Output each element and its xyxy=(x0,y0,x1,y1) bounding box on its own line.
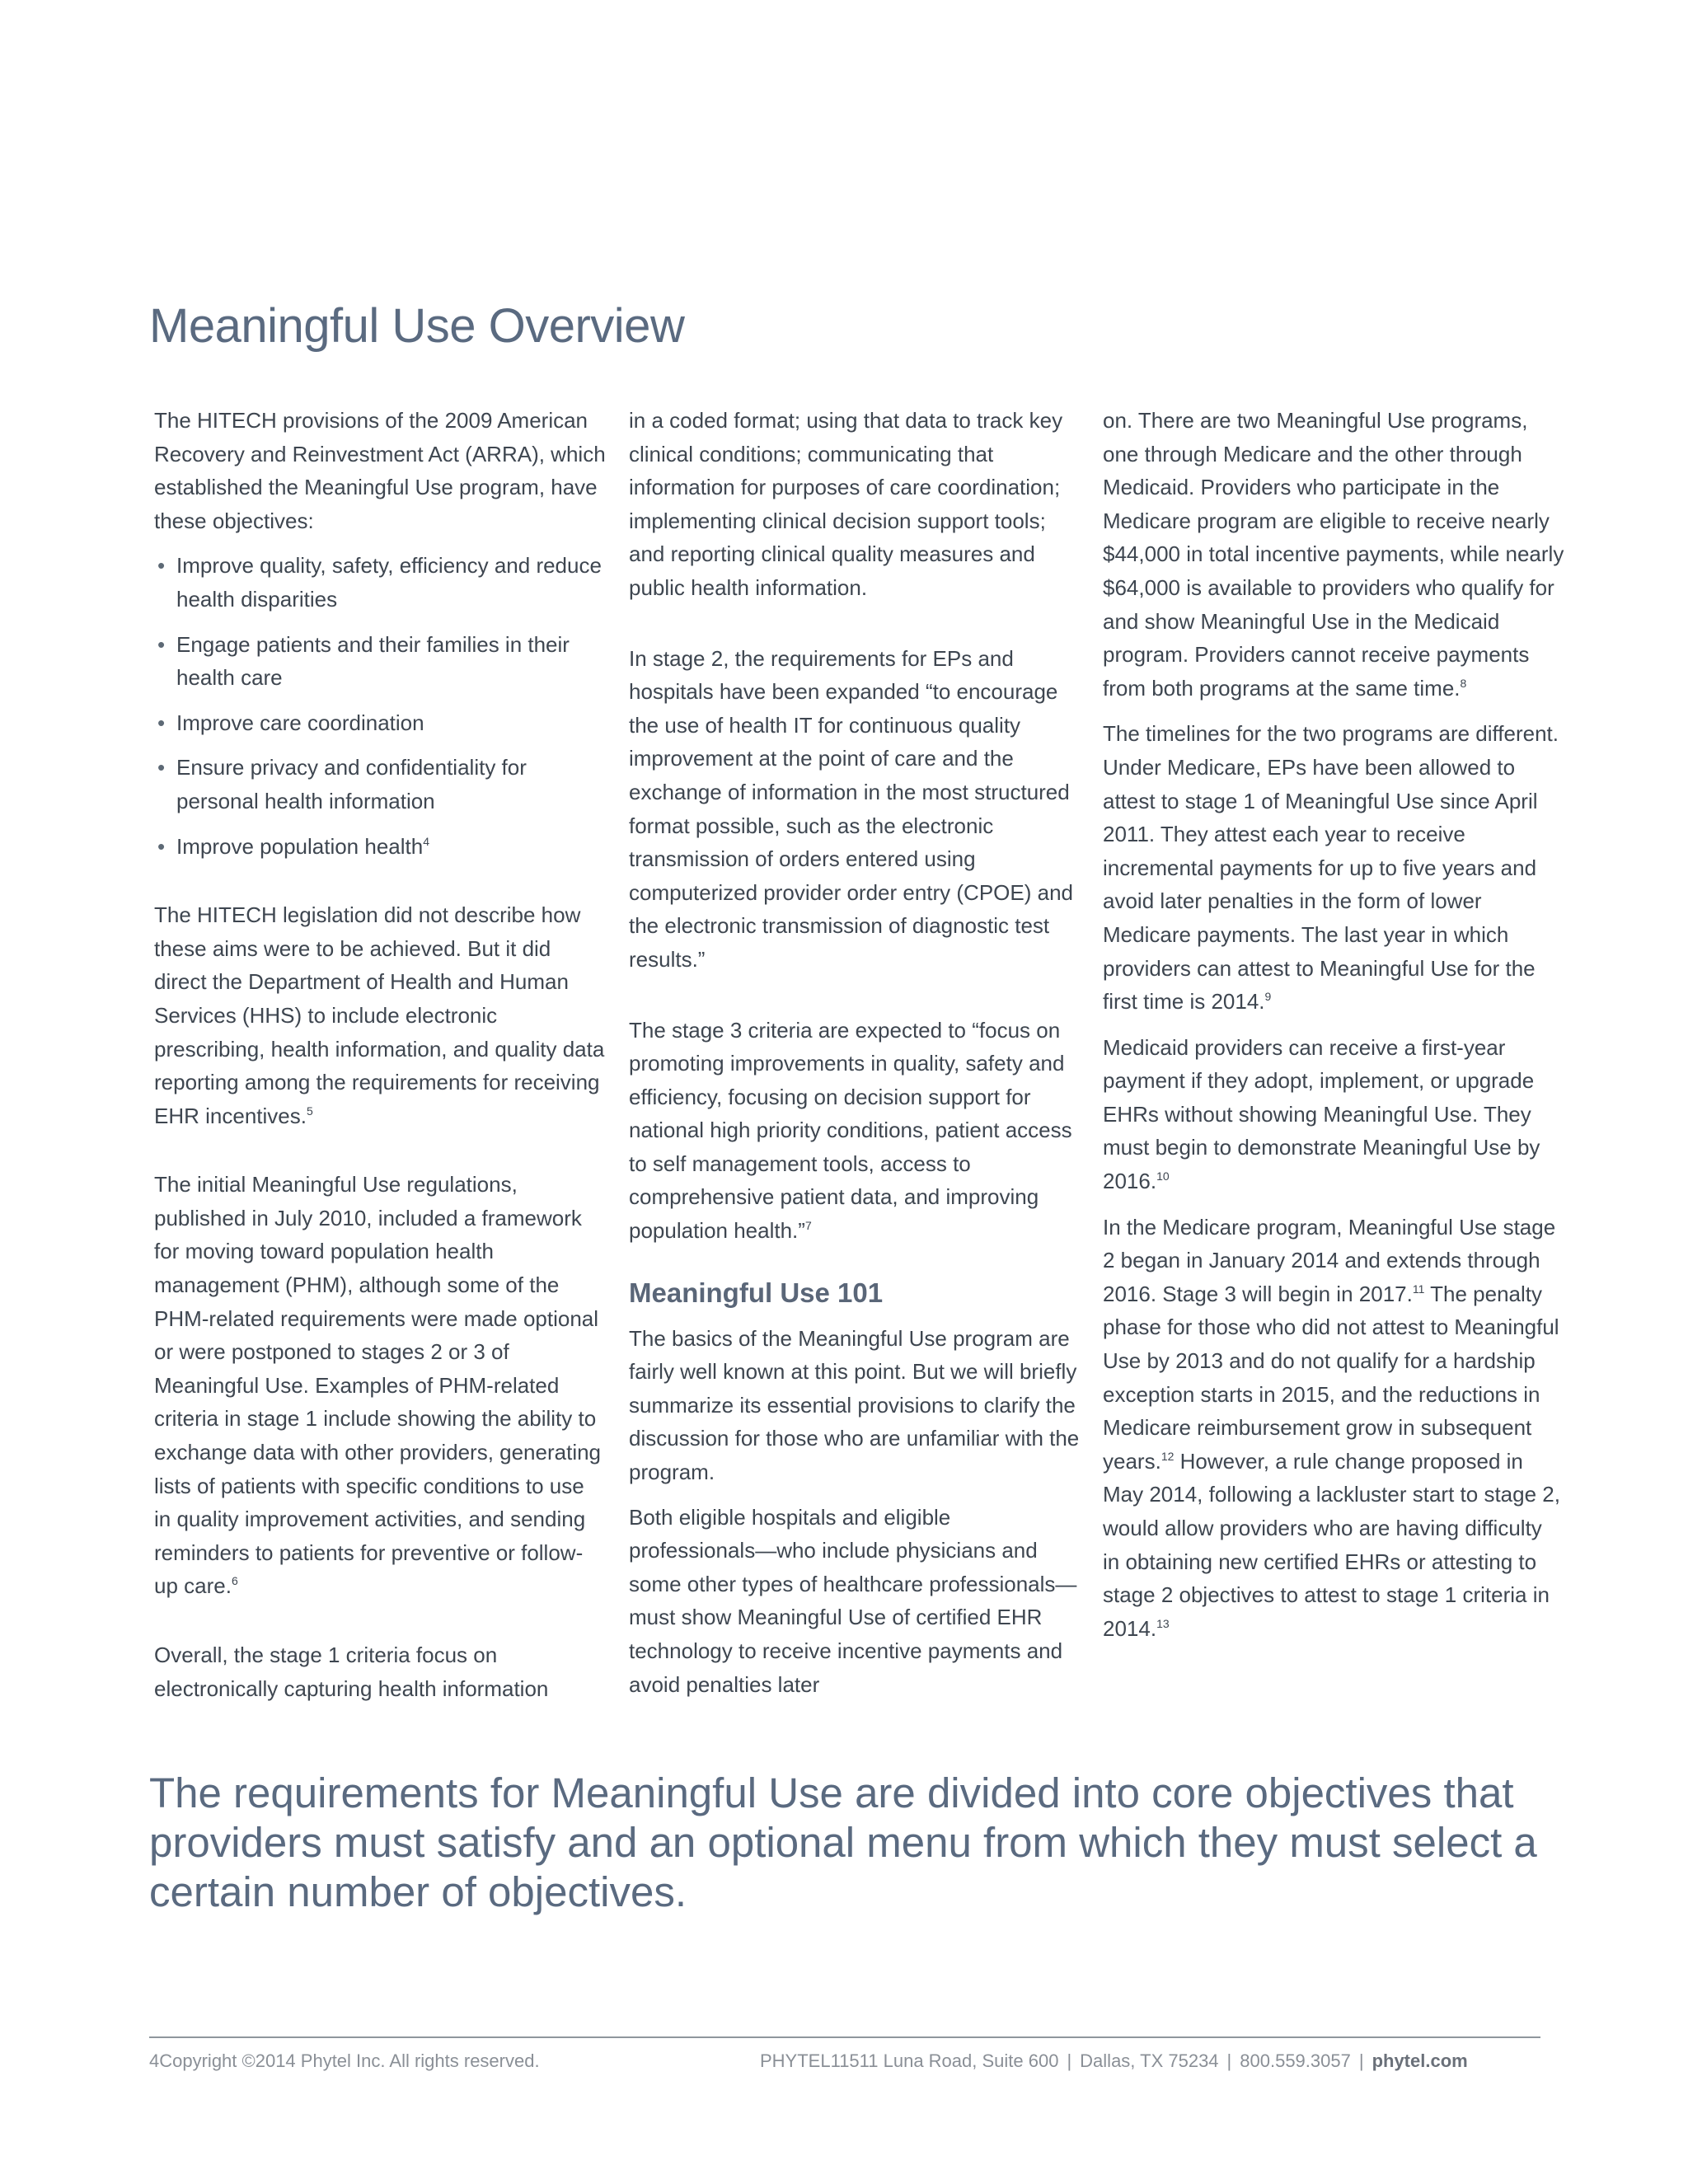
paragraph-text: However, a rule change proposed in May 2014, following a lackluster start to stage 2, would allow providers who are having difficulty in obtaining new certified EHRs or attesting to stage 2 objectives to attest to stage 1 criteria in 2014. xyxy=(1103,1448,1560,1641)
footnote-ref: 13 xyxy=(1156,1616,1170,1630)
body-paragraph: Overall, the stage 1 criteria focus on electronically capturing health information xyxy=(154,1643,549,1701)
footnote-ref: 7 xyxy=(804,1219,812,1233)
phone-text: 800.559.3057 xyxy=(1240,2050,1351,2071)
intro-paragraph: The HITECH provisions of the 2009 American Recovery and Reinvestment Act (ARRA), which established the Meaningful Use program, have these objectives: xyxy=(154,408,606,533)
text-column-2 xyxy=(629,404,1081,1701)
city-text: Dallas, TX 75234 xyxy=(1080,2050,1219,2071)
address-text: 11511 Luna Road, Suite 600 xyxy=(830,2050,1059,2071)
paragraph-text: In the Medicare program, Meaningful Use stage 2 began in January 2014 and extends through 2016. Stage 3 will begin in 2017. xyxy=(1103,1214,1556,1306)
paragraph-text: Medicaid providers can receive a first-year payment if they adopt, implement, or upgrade EHRs without showing Meaningful Use. They must begin to demonstrate Meaningful Use by 2016. xyxy=(1103,1034,1540,1194)
body-paragraph xyxy=(154,1168,606,1603)
paragraph-text: The timelines for the two programs are different. Under Medicare, EPs have been allowed to attest to stage 1 of Meaningful Use since April 2011. They attest each year to receive incremental payments for up to five years and avoid later penalties in the form of lower Medicare payments. The last year in which providers can attest to Meaningful Use for the first time is 2014. xyxy=(1103,721,1559,1015)
page-number: 4 xyxy=(149,2050,160,2071)
paragraph-text: The HITECH legislation did not describe how these aims were to be achieved. But it did direct the Department of Health and Human Services (HHS) to include electronic prescribing, health information, and quality data reporting among the requirements for receiving EHR incentives. xyxy=(154,902,605,1128)
objectives-list xyxy=(154,549,606,863)
section-heading: Meaningful Use 101 xyxy=(629,1277,884,1308)
body-paragraph xyxy=(1103,404,1564,705)
text-column-3 xyxy=(1103,404,1564,1645)
footer-left xyxy=(149,2050,540,2072)
website-link[interactable]: phytel.com xyxy=(1372,2050,1468,2071)
page-title: Meaningful Use Overview xyxy=(149,299,685,353)
footer-divider xyxy=(149,2036,1540,2038)
list-item: • Improve quality, safety, efficiency and reduce health disparities xyxy=(154,549,606,616)
body-paragraph: in a coded format; using that data to track key clinical conditions; communicating that information for purposes of care coordination; implementing clinical decision support tools; and reporting clinical quality measures and public health information. xyxy=(629,408,1063,600)
text-column-1 xyxy=(154,404,606,1705)
copyright-text: Copyright ©2014 Phytel Inc. All rights reserved. xyxy=(159,2050,540,2071)
paragraph-text: on. There are two Meaningful Use programs, one through Medicare and the other through Medicaid. Providers who participate in the Medicare program are eligible to receive nearly $44,000 in total incentive payments, while nearly $64,000 is available to providers who qualify for and show Meaningful Use in the Medicaid program. Providers cannot receive payments from both programs at the same time. xyxy=(1103,408,1564,701)
pull-quote: The requirements for Meaningful Use are divided into core objectives that providers must satisfy and an optional menu from which they must select a certain number of objectives. xyxy=(149,1769,1537,1915)
body-paragraph: The basics of the Meaningful Use program are fairly well known at this point. But we will briefly summarize its essential provisions to clarify the discussion for those who are unfamiliar with the program. xyxy=(629,1325,1080,1485)
footnote-ref: 5 xyxy=(306,1104,313,1118)
footnote-ref: 4 xyxy=(423,834,429,848)
footnote-ref: 6 xyxy=(231,1574,238,1588)
footnote-ref: 9 xyxy=(1264,990,1272,1004)
list-item: • Improve care coordination xyxy=(154,706,606,740)
list-item xyxy=(154,830,606,864)
footer-separator: | xyxy=(1358,2050,1364,2071)
list-item: • Ensure privacy and confidentiality for personal health information xyxy=(154,751,606,818)
footnote-ref: 10 xyxy=(1156,1169,1170,1183)
footer-separator: | xyxy=(1067,2050,1072,2071)
paragraph-text: The initial Meaningful Use regulations, published in July 2010, included a framework for moving toward population health management (PHM), although some of the PHM-related requirements were made optional or were postponed to stages 2 or 3 of Meaningful Use. Examples of PHM-related criteria in stage 1 include showing the ability to exchange data with other providers, generating lists of patients with specific conditions to use in quality improvement activities, and sending reminders to patients for preventive or follow-up care. xyxy=(154,1172,602,1599)
body-paragraph xyxy=(629,1014,1081,1248)
body-paragraph xyxy=(154,898,606,1132)
body-paragraph: In stage 2, the requirements for EPs and hospitals have been expanded “to encourage the use of health IT for continuous quality improvement at the point of care and the exchange of information in the most structured format possible, such as the electronic transmission of orders entered using computerized provider order entry (CPOE) and the electronic transmission of diagnostic test results.” xyxy=(629,645,1074,972)
footer-separator: | xyxy=(1226,2050,1232,2071)
paragraph-text: The stage 3 criteria are expected to “focus on promoting improvements in quality, safety and efficiency, focusing on decision support for national high priority conditions, patient access to self management tools, access to comprehensive patient data, and improving population health.” xyxy=(629,1017,1072,1244)
body-paragraph: Both eligible hospitals and eligible professionals—who include physicians and some other types of healthcare professionals—must show Meaningful Use of certified EHR technology to receive incentive payments and avoid penalties later xyxy=(629,1504,1077,1697)
footnote-ref: 8 xyxy=(1460,676,1467,690)
paragraph-text: The penalty phase for those who did not attest to Meaningful Use by 2013 and do not qualify for a hardship exception starts in 2015, and the reductions in Medicare reimbursement grow in subsequent years. xyxy=(1103,1281,1559,1474)
body-paragraph xyxy=(1103,1211,1564,1646)
company-name: PHYTEL xyxy=(760,2050,831,2071)
footnote-ref: 12 xyxy=(1160,1449,1175,1463)
body-paragraph xyxy=(1103,717,1564,1018)
footnote-ref: 11 xyxy=(1412,1282,1425,1296)
body-paragraph xyxy=(1103,1031,1564,1198)
list-item: • Engage patients and their families in their health care xyxy=(154,628,606,695)
footer-contact xyxy=(760,2050,1468,2072)
list-item-text: Improve population health xyxy=(176,833,424,859)
